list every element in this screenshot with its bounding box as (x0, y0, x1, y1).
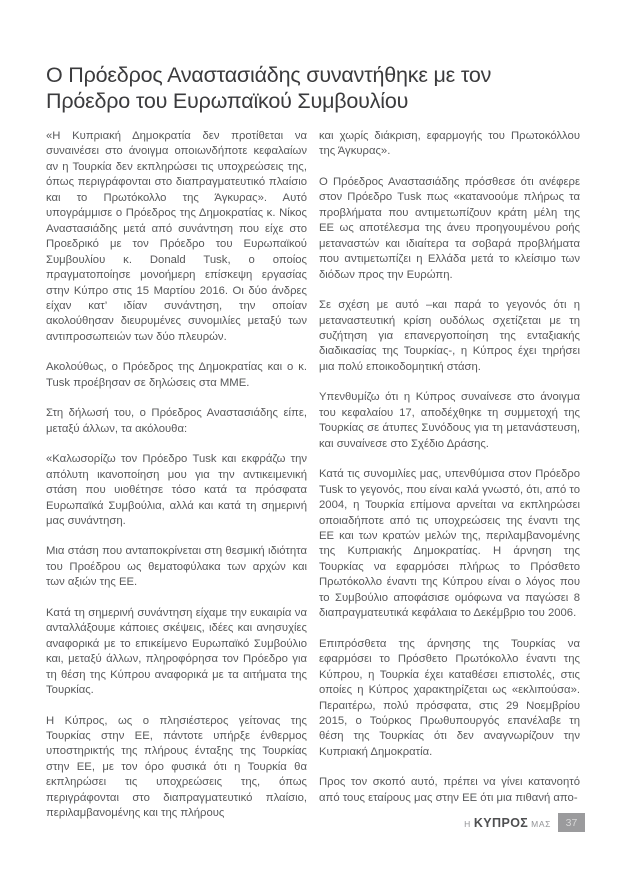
paragraph: Κατά τις συνομιλίες μας, υπενθύμισα στον Πρόεδρο Tusk το γεγονός, που είναι καλά γνωστό, ότι, από το 2004, η Τουρκία επίμονα αρνείται να εκπληρώσει οποιαδήποτε από τις υποχρεώσεις της έναντι της ΕΕ και των κρατών μελών της, περιλαμβανομένης της Κυπριακής Δημοκρατίας. Η άρνηση της Τουρκίας να εφαρμόσει πλήρως το Πρόσθετο Πρωτόκολλο έναντι της Κύπρου είναι ο λόγος που το Συμβούλιο αποφάσισε ομόφωνα να παγώσει 8 διαπραγματευτικά κεφάλαια το Δεκέμβριο του 2006. (319, 468, 580, 620)
paragraph: Επιπρόσθετα της άρνησης της Τουρκίας να εφαρμόσει το Πρόσθετο Πρωτόκολλο έναντι της Κύπρου, η Τουρκία έχει καταθέσει επιστολές, στις οποίες η Κύπρος χαρακτηρίζεται ως «εκλιπούσα». Περαιτέρω, πολύ πρόσφατα, στις 29 Νοεμβρίου 2015, ο Τούρκος Πρωθυπουργός επανέλαβε τη θέση της Τουρκίας ότι δεν αναγνωρίζουν την Κυπριακή Δημοκρατία. (319, 637, 580, 758)
journal-title-name: ΚΥΠΡΟΣ (473, 815, 529, 830)
left-column (46, 129, 307, 837)
article-body (46, 129, 580, 837)
paragraph: Προς τον σκοπό αυτό, πρέπει να γίνει κατανοητό από τους εταίρους μας στην ΕΕ ότι μια πιθανή απο- (319, 776, 580, 804)
paragraph: Μια στάση που ανταποκρίνεται στη θεσμική ιδιότητα του Προέδρου ως θεματοφύλακα των αρχών και των αξιών της ΕΕ. (46, 545, 307, 589)
paragraph: Υπενθυμίζω ότι η Κύπρος συναίνεσε στο άνοιγμα του κεφαλαίου 17, αποδέχθηκε τη συμμετοχή της Τουρκίας σε άτυπες Συνόδους για τη μετανάστευση, και συναίνεσε στο Σχέδιο Δράσης. (319, 391, 580, 450)
page-number-box (558, 813, 585, 832)
page-number: 37 (565, 816, 578, 829)
journal-title-prefix: Η (464, 818, 474, 829)
paragraph: Σε σχέση με αυτό –και παρά το γεγονός ότι η μεταναστευτική κρίση ουδόλως σχετίζεται με τη συζήτηση για επανεργοποίηση της ενταξιακής διαδικασίας της Τουρκίας-, η Κύπρος έχει τηρήσει μια πολύ εποικοδομητική στάση. (319, 299, 580, 373)
paragraph: Στη δήλωσή του, ο Πρόεδρος Αναστασιάδης είπε, μεταξύ άλλων, τα ακόλουθα: (46, 407, 307, 435)
paragraph: «Η Κυπριακή Δημοκρατία δεν προτίθεται να συναινέσει στο άνοιγμα οποιωνδήποτε κεφαλαίων αν η Τουρκία δεν εκπληρώσει τις υποχρεώσεις της, όπως περιγράφονται στο διαπραγματευτικό πλαίσιο και το Πρωτόκολλο της Άγκυρας». Αυτό υπογράμμισε ο Πρόεδρος της Δημοκρατίας κ. Νίκος Αναστασιάδης μετά από συνάντηση που είχε στο Προεδρικό με τον Πρόεδρο του Ευρωπαϊκού Συμβουλίου κ. Donald Tusk, ο οποίος πραγματοποίησε μονοήμερη επίσκεψη εργασίας στην Κύπρο στις 15 Μαρτίου 2016. Οι δύο άνδρες είχαν κατ’ ιδίαν συνάντηση, την οποίαν ακολούθησαν διευρυμένες συνομιλίες μεταξύ των αντιπροσωπειών των δύο πλευρών. (46, 130, 307, 343)
paragraph: Ο Πρόεδρος Αναστασιάδης πρόσθεσε ότι ανέφερε στον Πρόεδρο Tusk πως «κατανοούμε πλήρως τα προβλήματα που αντιμετωπίζουν κράτη μέλη της ΕΕ ως αποτέλεσμα της άνευ προηγουμένου ροής μεταναστών και ιδιαίτερα τα σοβαρά προβλήματα που αντιμετωπίζει η Ελλάδα μετά το κλείσιμο των διόδων προς την Ευρώπη. (319, 175, 580, 281)
right-column (319, 129, 580, 837)
page-footer (464, 813, 585, 832)
paragraph: «Καλωσορίζω τον Πρόεδρο Tusk και εκφράζω την απόλυτη ικανοποίηση μου για την αντικειμενική στάση που υιοθέτησε τόσο κατά τα πρόσφατα Ευρωπαϊκά Συμβούλια, αλλά και κατά τη σημερινή μας συνάντηση. (46, 453, 307, 527)
paragraph: Η Κύπρος, ως ο πλησιέστερος γείτονας της Τουρκίας στην ΕΕ, πάντοτε υπήρξε ένθερμος υποστηρικτής της πλήρους ένταξης της Τουρκίας στην ΕΕ, με τον όρο φυσικά ότι η Τουρκία θα εκπληρώσει τις υποχρεώσεις της, όπως περιγράφονται στο διαπραγματευτικό πλαίσιο, περιλαμβανομένης και της πλήρους (46, 714, 307, 820)
journal-title (464, 816, 551, 830)
paragraph: Κατά τη σημερινή συνάντηση είχαμε την ευκαιρία να ανταλλάξουμε κάποιες σκέψεις, ιδέες και ανησυχίες αναφορικά με το επικείμενο Ευρωπαϊκό Συμβούλιο και, μεταξύ άλλων, πληροφόρησα τον Πρόεδρο για τη θέση της Κύπρου αναφορικά με τα αιτήματα της Τουρκίας. (46, 606, 307, 697)
paragraph: Ακολούθως, ο Πρόεδρος της Δημοκρατίας και ο κ. Tusk προέβησαν σε δηλώσεις στα ΜΜΕ. (46, 361, 307, 389)
article-title: Ο Πρόεδρος Αναστασιάδης συναντήθηκε με τον Πρόεδρο του Ευρωπαϊκού Συμβουλίου (46, 63, 492, 113)
paragraph: και χωρίς διάκριση, εφαρμογής του Πρωτοκόλλου της Άγκυρας». (319, 130, 580, 158)
journal-title-suffix: ΜΑΣ (528, 818, 551, 829)
